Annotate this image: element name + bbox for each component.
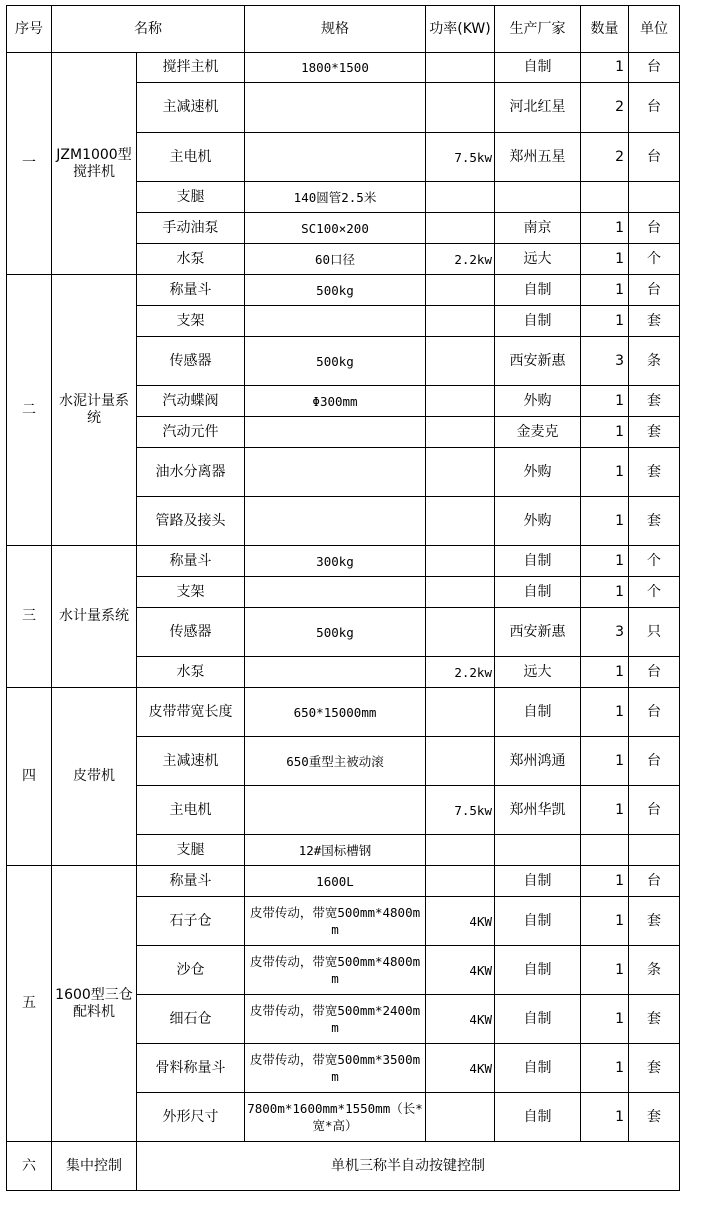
item-power xyxy=(426,53,495,83)
item-qty: 2 xyxy=(581,83,629,133)
item-maker xyxy=(495,835,581,866)
item-maker: 河北红星 xyxy=(495,83,581,133)
group-name: 水计量系统 xyxy=(52,546,137,688)
table-row xyxy=(7,546,680,577)
item-maker: 金麦克 xyxy=(495,417,581,448)
item-qty: 1 xyxy=(581,688,629,737)
item-qty: 1 xyxy=(581,213,629,244)
item-name: 传感器 xyxy=(137,337,245,386)
item-spec: 300kg xyxy=(245,546,426,577)
item-spec: 皮带传动，带宽500mm*2400mm xyxy=(245,995,426,1044)
item-name: 汽动元件 xyxy=(137,417,245,448)
item-spec: 皮带传动，带宽500mm*3500mm xyxy=(245,1044,426,1093)
group-seq: 一 xyxy=(7,53,52,275)
item-unit: 个 xyxy=(629,546,680,577)
item-spec: 皮带传动，带宽500mm*4800mm xyxy=(245,946,426,995)
item-unit xyxy=(629,835,680,866)
item-qty: 2 xyxy=(581,133,629,182)
group-summary: 单机三称半自动按键控制 xyxy=(137,1142,680,1191)
item-name: 汽动蝶阀 xyxy=(137,386,245,417)
header-name: 名称 xyxy=(52,6,245,53)
item-unit: 台 xyxy=(629,275,680,306)
item-power xyxy=(426,417,495,448)
item-qty: 1 xyxy=(581,995,629,1044)
item-qty: 1 xyxy=(581,737,629,786)
header-unit: 单位 xyxy=(629,6,680,53)
item-power xyxy=(426,497,495,546)
item-maker: 自制 xyxy=(495,1093,581,1142)
item-name: 称量斗 xyxy=(137,275,245,306)
item-qty: 1 xyxy=(581,497,629,546)
item-spec: 皮带传动，带宽500mm*4800mm xyxy=(245,897,426,946)
header-spec: 规格 xyxy=(245,6,426,53)
item-maker: 自制 xyxy=(495,688,581,737)
item-power: 7.5kw xyxy=(426,786,495,835)
group-name: 皮带机 xyxy=(52,688,137,866)
item-power xyxy=(426,608,495,657)
group-name: JZM1000型搅拌机 xyxy=(52,53,137,275)
item-name: 支架 xyxy=(137,306,245,337)
header-maker: 生产厂家 xyxy=(495,6,581,53)
item-spec xyxy=(245,786,426,835)
item-maker: 自制 xyxy=(495,53,581,83)
group-seq: 三 xyxy=(7,546,52,688)
item-unit: 台 xyxy=(629,866,680,897)
header-seq: 序号 xyxy=(7,6,52,53)
group-seq: 六 xyxy=(7,1142,52,1191)
item-unit: 套 xyxy=(629,1093,680,1142)
item-spec: 650重型主被动滚 xyxy=(245,737,426,786)
item-maker: 远大 xyxy=(495,244,581,275)
item-unit: 套 xyxy=(629,1044,680,1093)
item-unit: 台 xyxy=(629,657,680,688)
item-spec xyxy=(245,83,426,133)
item-maker: 自制 xyxy=(495,995,581,1044)
item-maker: 自制 xyxy=(495,866,581,897)
item-qty: 1 xyxy=(581,386,629,417)
item-unit: 套 xyxy=(629,386,680,417)
item-maker: 外购 xyxy=(495,448,581,497)
item-maker: 自制 xyxy=(495,275,581,306)
item-qty: 1 xyxy=(581,546,629,577)
item-qty xyxy=(581,182,629,213)
item-maker: 外购 xyxy=(495,497,581,546)
item-qty: 1 xyxy=(581,306,629,337)
item-name: 称量斗 xyxy=(137,546,245,577)
item-spec xyxy=(245,306,426,337)
item-power xyxy=(426,83,495,133)
item-unit: 套 xyxy=(629,497,680,546)
item-name: 传感器 xyxy=(137,608,245,657)
item-maker: 西安新惠 xyxy=(495,337,581,386)
item-qty: 1 xyxy=(581,244,629,275)
item-spec: 7800m*1600mm*1550mm（长*宽*高） xyxy=(245,1093,426,1142)
item-name: 手动油泵 xyxy=(137,213,245,244)
item-spec: 500kg xyxy=(245,608,426,657)
item-qty: 1 xyxy=(581,1093,629,1142)
item-name: 支腿 xyxy=(137,182,245,213)
item-maker: 郑州五星 xyxy=(495,133,581,182)
table-row xyxy=(7,1142,680,1191)
item-unit: 台 xyxy=(629,83,680,133)
item-qty: 1 xyxy=(581,657,629,688)
item-power: 4KW xyxy=(426,946,495,995)
group-seq: 四 xyxy=(7,688,52,866)
item-spec: 60口径 xyxy=(245,244,426,275)
item-spec: SC100×200 xyxy=(245,213,426,244)
item-maker: 自制 xyxy=(495,577,581,608)
item-maker: 西安新惠 xyxy=(495,608,581,657)
group-name: 集中控制 xyxy=(52,1142,137,1191)
table-row xyxy=(7,53,680,83)
item-power: 7.5kw xyxy=(426,133,495,182)
item-maker: 郑州华凯 xyxy=(495,786,581,835)
item-name: 主电机 xyxy=(137,133,245,182)
item-qty: 1 xyxy=(581,53,629,83)
item-power xyxy=(426,182,495,213)
item-spec: 1800*1500 xyxy=(245,53,426,83)
item-qty: 3 xyxy=(581,608,629,657)
item-spec xyxy=(245,497,426,546)
item-power xyxy=(426,448,495,497)
group-seq: 二 xyxy=(7,275,52,546)
item-qty: 1 xyxy=(581,786,629,835)
item-unit: 套 xyxy=(629,448,680,497)
item-spec xyxy=(245,448,426,497)
item-qty: 1 xyxy=(581,946,629,995)
item-spec: 140圆管2.5米 xyxy=(245,182,426,213)
item-unit: 条 xyxy=(629,337,680,386)
item-qty: 1 xyxy=(581,417,629,448)
item-spec: 1600L xyxy=(245,866,426,897)
equipment-table xyxy=(6,5,680,1191)
item-maker: 外购 xyxy=(495,386,581,417)
item-qty xyxy=(581,835,629,866)
item-maker: 南京 xyxy=(495,213,581,244)
table-header-row xyxy=(7,6,680,53)
item-name: 主减速机 xyxy=(137,737,245,786)
item-qty: 1 xyxy=(581,897,629,946)
table-row xyxy=(7,688,680,737)
item-name: 皮带带宽长度 xyxy=(137,688,245,737)
item-maker: 自制 xyxy=(495,546,581,577)
item-power: 2.2kw xyxy=(426,244,495,275)
item-unit: 个 xyxy=(629,577,680,608)
table-row xyxy=(7,275,680,306)
table-row xyxy=(7,866,680,897)
group-name: 水泥计量系统 xyxy=(52,275,137,546)
item-qty: 1 xyxy=(581,448,629,497)
item-unit xyxy=(629,182,680,213)
item-spec xyxy=(245,417,426,448)
item-power xyxy=(426,386,495,417)
item-unit: 条 xyxy=(629,946,680,995)
item-unit: 台 xyxy=(629,786,680,835)
item-name: 沙仓 xyxy=(137,946,245,995)
item-qty: 1 xyxy=(581,577,629,608)
item-spec: 500kg xyxy=(245,275,426,306)
header-qty: 数量 xyxy=(581,6,629,53)
item-power xyxy=(426,737,495,786)
item-spec xyxy=(245,657,426,688)
item-unit: 台 xyxy=(629,133,680,182)
group-seq: 五 xyxy=(7,866,52,1142)
item-unit: 套 xyxy=(629,995,680,1044)
item-name: 搅拌主机 xyxy=(137,53,245,83)
item-spec: Φ300mm xyxy=(245,386,426,417)
item-power: 2.2kw xyxy=(426,657,495,688)
item-name: 石子仓 xyxy=(137,897,245,946)
item-maker: 郑州鸿通 xyxy=(495,737,581,786)
item-unit: 套 xyxy=(629,897,680,946)
item-unit: 个 xyxy=(629,244,680,275)
item-power: 4KW xyxy=(426,1044,495,1093)
item-power xyxy=(426,688,495,737)
item-unit: 只 xyxy=(629,608,680,657)
item-unit: 台 xyxy=(629,737,680,786)
item-maker xyxy=(495,182,581,213)
item-maker: 自制 xyxy=(495,946,581,995)
item-name: 支架 xyxy=(137,577,245,608)
item-power xyxy=(426,577,495,608)
item-power xyxy=(426,275,495,306)
item-qty: 1 xyxy=(581,866,629,897)
item-unit: 套 xyxy=(629,417,680,448)
item-unit: 台 xyxy=(629,688,680,737)
item-name: 外形尺寸 xyxy=(137,1093,245,1142)
item-power xyxy=(426,1093,495,1142)
item-spec xyxy=(245,133,426,182)
item-name: 主电机 xyxy=(137,786,245,835)
item-power: 4KW xyxy=(426,897,495,946)
item-power xyxy=(426,337,495,386)
item-maker: 自制 xyxy=(495,1044,581,1093)
item-qty: 3 xyxy=(581,337,629,386)
item-name: 水泵 xyxy=(137,244,245,275)
item-spec xyxy=(245,577,426,608)
item-power xyxy=(426,866,495,897)
item-name: 骨料称量斗 xyxy=(137,1044,245,1093)
item-name: 管路及接头 xyxy=(137,497,245,546)
item-spec: 650*15000mm xyxy=(245,688,426,737)
item-name: 细石仓 xyxy=(137,995,245,1044)
item-qty: 1 xyxy=(581,1044,629,1093)
item-unit: 台 xyxy=(629,53,680,83)
item-power xyxy=(426,546,495,577)
item-spec: 500kg xyxy=(245,337,426,386)
item-name: 称量斗 xyxy=(137,866,245,897)
item-maker: 远大 xyxy=(495,657,581,688)
item-power: 4KW xyxy=(426,995,495,1044)
item-spec: 12#国标槽钢 xyxy=(245,835,426,866)
item-power xyxy=(426,306,495,337)
item-maker: 自制 xyxy=(495,306,581,337)
item-power xyxy=(426,213,495,244)
item-name: 油水分离器 xyxy=(137,448,245,497)
item-name: 主减速机 xyxy=(137,83,245,133)
header-power: 功率(KW) xyxy=(426,6,495,53)
item-unit: 套 xyxy=(629,306,680,337)
item-name: 支腿 xyxy=(137,835,245,866)
item-qty: 1 xyxy=(581,275,629,306)
group-name: 1600型三仓配料机 xyxy=(52,866,137,1142)
item-name: 水泵 xyxy=(137,657,245,688)
item-unit: 台 xyxy=(629,213,680,244)
item-power xyxy=(426,835,495,866)
item-maker: 自制 xyxy=(495,897,581,946)
